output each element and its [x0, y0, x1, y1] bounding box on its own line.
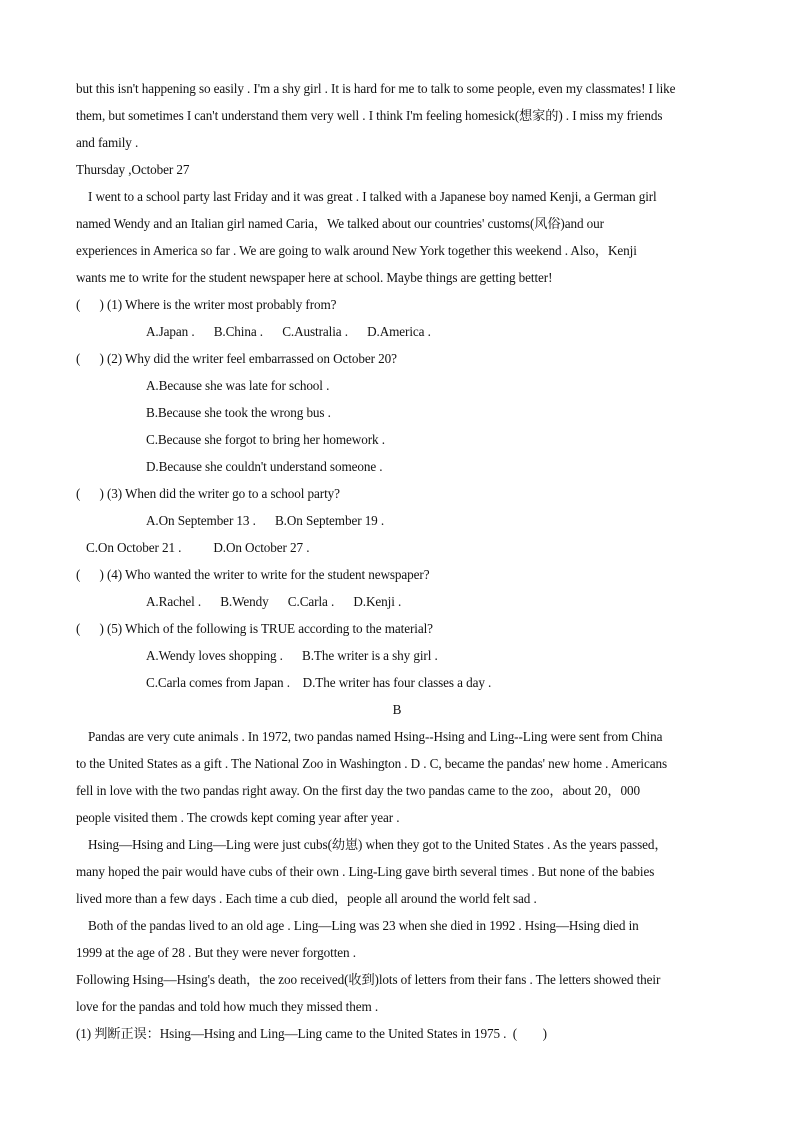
section-heading-b: B	[392, 702, 402, 717]
diary-date-heading: Thursday ,October 27	[76, 162, 190, 177]
question-2-option-c: C.Because she forgot to bring her homework .	[146, 432, 385, 447]
text-line: lived more than a few days . Each time a cub died，people all around the world felt sad .	[76, 891, 537, 906]
text-line: love for the pandas and told how much they missed them .	[76, 999, 379, 1014]
question-5: ( ) (5) Which of the following is TRUE according to the material?	[76, 621, 433, 636]
question-2-option-a: A.Because she was late for school .	[146, 378, 330, 393]
question-3-options-ab: A.On September 13 . B.On September 19 .	[146, 513, 385, 528]
question-3: ( ) (3) When did the writer go to a school party?	[76, 486, 340, 501]
question-4: ( ) (4) Who wanted the writer to write for the student newspaper?	[76, 567, 430, 582]
text-line: to the United States as a gift . The National Zoo in Washington . D . C, became the pandas' new home . Americans	[76, 756, 667, 771]
text-line: Both of the pandas lived to an old age . Ling—Ling was 23 when she died in 1992 . Hsing—Hsing died in	[88, 918, 639, 933]
text-line: but this isn't happening so easily . I'm a shy girl . It is hard for me to talk to some people, even my classmates! I like	[76, 81, 676, 96]
question-3-options-cd: C.On October 21 . D.On October 27 .	[86, 540, 310, 555]
question-5-options-ab: A.Wendy loves shopping . B.The writer is a shy girl .	[146, 648, 438, 663]
text-line: many hoped the pair would have cubs of their own . Ling-Ling gave birth several times . But none of the babies	[76, 864, 655, 879]
text-line: experiences in America so far . We are going to walk around New York together this weekend . Also，Kenji	[76, 243, 637, 258]
text-line: wants me to write for the student newspaper here at school. Maybe things are getting better!	[76, 270, 553, 285]
text-line: named Wendy and an Italian girl named Caria，We talked about our countries' customs(风俗)and our	[76, 216, 604, 231]
question-1-options: A.Japan . B.China . C.Australia . D.America .	[146, 324, 431, 339]
question-2: ( ) (2) Why did the writer feel embarrassed on October 20?	[76, 351, 397, 366]
question-2-option-d: D.Because she couldn't understand someone .	[146, 459, 383, 474]
text-line: Following Hsing—Hsing's death，the zoo received(收到)lots of letters from their fans . The letters showed their	[76, 972, 661, 987]
question-2-option-b: B.Because she took the wrong bus .	[146, 405, 331, 420]
text-line: people visited them . The crowds kept coming year after year .	[76, 810, 400, 825]
text-line: Pandas are very cute animals . In 1972, two pandas named Hsing--Hsing and Ling--Ling were sent from China	[88, 729, 663, 744]
text-line: them, but sometimes I can't understand them very well . I think I'm feeling homesick(想家的) . I miss my friends	[76, 108, 663, 123]
text-line: Hsing—Hsing and Ling—Ling were just cubs(幼崽) when they got to the United States . As the years passed，	[88, 837, 668, 852]
text-line: fell in love with the two pandas right away. On the first day the two pandas came to the zoo，about 20，000	[76, 783, 640, 798]
text-line: I went to a school party last Friday and it was great . I talked with a Japanese boy named Kenji, a German girl	[88, 189, 657, 204]
text-line: 1999 at the age of 28 . But they were never forgotten .	[76, 945, 356, 960]
true-false-question-1: (1) 判断正误：Hsing—Hsing and Ling—Ling came to the United States in 1975 . ( )	[76, 1026, 547, 1041]
text-line: and family .	[76, 135, 139, 150]
question-5-options-cd: C.Carla comes from Japan . D.The writer has four classes a day .	[146, 675, 492, 690]
question-4-options: A.Rachel . B.Wendy C.Carla . D.Kenji .	[146, 594, 402, 609]
question-1: ( ) (1) Where is the writer most probably from?	[76, 297, 337, 312]
